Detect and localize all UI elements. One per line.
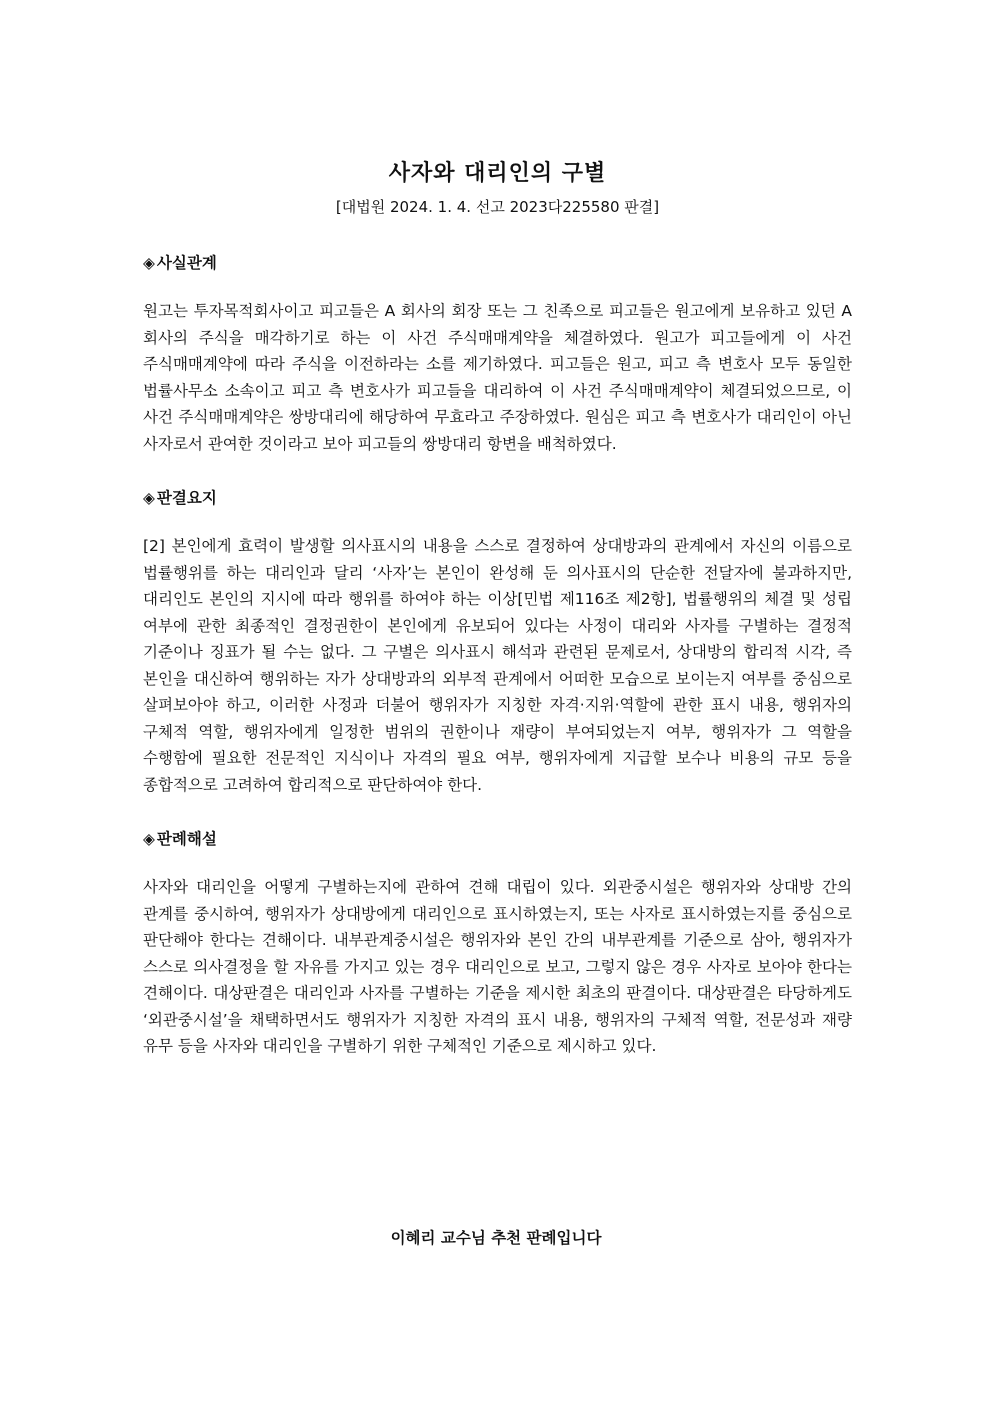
section-heading-facts [143,250,852,276]
recommendation-footer: 이혜리 교수님 추천 판례입니다 [390,1229,602,1247]
section-holding [143,485,852,798]
section-commentary [143,826,852,1060]
diamond-bullet-icon: ◈ [143,489,155,507]
section-body-facts: 원고는 투자목적회사이고 피고들은 A 회사의 회장 또는 그 친족으로 피고들은 원고에게 보유하고 있던 A 회사의 주식을 매각하기로 하는 이 사건 주식매매계약을 체결하였다. 원고가 피고들에게 이 사건 주식매매계약에 따라 주식을 이전하라는 소를 제기하였다. 피고들은 원고, 피고 측 변호사 모두 동일한 법률사무소 소속이고 피고 측 변호사가 피고들을 대리하여 이 사건 주식매매계약이 체결되었으므로, 이 사건 주식매매계약은 쌍방대리에 해당하여 무효라고 주장하였다. 원심은 피고 측 변호사가 대리인이 아닌 사자로서 관여한 것이라고 보아 피고들의 쌍방대리 항변을 배척하였다. [143,302,852,453]
section-facts [143,250,852,457]
section-heading-label: 판결요지 [156,489,217,507]
section-heading-holding [143,485,852,511]
section-heading-label: 사실관계 [156,254,217,272]
diamond-bullet-icon: ◈ [143,830,155,848]
document-title: 사자와 대리인의 구별 [388,161,607,186]
diamond-bullet-icon: ◈ [143,254,155,272]
case-citation: [대법원 2024. 1. 4. 선고 2023다225580 판결] [335,198,660,216]
section-heading-commentary [143,826,852,852]
section-body-holding: [2] 본인에게 효력이 발생할 의사표시의 내용을 스스로 결정하여 상대방과의 관계에서 자신의 이름으로 법률행위를 하는 대리인과 달리 ‘사자’는 본인이 완성해 둔 의사표시의 단순한 전달자에 불과하지만, 대리인도 본인의 지시에 따라 행위를 하여야 하는 이상[민법 제116조 제2항], 법률행위의 체결 및 성립 여부에 관한 최종적인 결정권한이 본인에게 유보되어 있다는 사정이 대리와 사자를 구별하는 결정적 기준이나 징표가 될 수는 없다. 그 구별은 의사표시 해석과 관련된 문제로서, 상대방의 합리적 시각, 즉 본인을 대신하여 행위하는 자가 상대방과의 외부적 관계에서 어떠한 모습으로 보이는지 여부를 중심으로 살펴보아야 하고, 이러한 사정과 더불어 행위자가 지칭한 자격·지위·역할에 관한 표시 내용, 행위자의 구체적 역할, 행위자에게 일정한 범위의 권한이나 재량이 부여되었는지 여부, 행위자가 그 역할을 수행함에 필요한 전문적인 지식이나 자격의 필요 여부, 행위자에게 지급할 보수나 비용의 규모 등을 종합적으로 고려하여 합리적으로 판단하여야 한다. [143,537,852,794]
document-page [143,158,852,1060]
section-heading-label: 판례해설 [156,830,217,848]
section-body-commentary: 사자와 대리인을 어떻게 구별하는지에 관하여 견해 대립이 있다. 외관중시설은 행위자와 상대방 간의 관계를 중시하여, 행위자가 상대방에게 대리인으로 표시하였는지, 또는 사자로 표시하였는지를 중심으로 판단해야 한다는 견해이다. 내부관계중시설은 행위자와 본인 간의 내부관계를 기준으로 삼아, 행위자가 스스로 의사결정을 할 자유를 가지고 있는 경우 대리인으로 보고, 그렇지 않은 경우 사자로 보아야 한다는 견해이다. 대상판결은 대리인과 사자를 구별하는 기준을 제시한 최초의 판결이다. 대상판결은 타당하게도 ‘외관중시설’을 채택하면서도 행위자가 지칭한 자격의 표시 내용, 행위자의 구체적 역할, 전문성과 재량 유무 등을 사자와 대리인을 구별하기 위한 구체적인 기준으로 제시하고 있다. [143,878,852,1055]
